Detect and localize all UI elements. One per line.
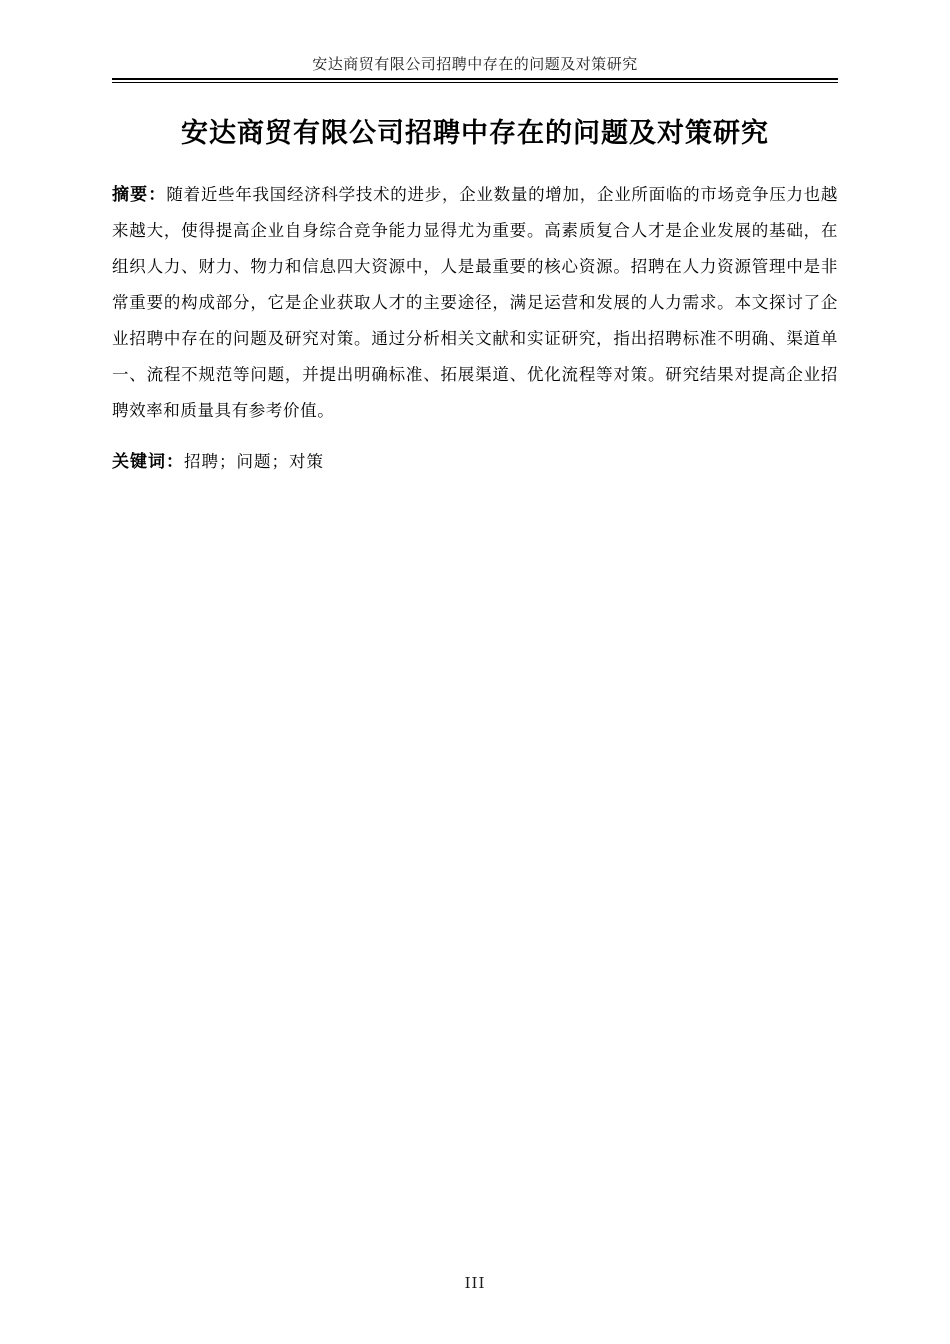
header-rule-thin — [112, 82, 838, 83]
abstract-label: 摘要： — [112, 184, 167, 205]
page-title: 安达商贸有限公司招聘中存在的问题及对策研究 — [181, 118, 769, 150]
keywords-paragraph — [112, 445, 838, 479]
abstract-section — [112, 160, 838, 496]
running-header — [112, 54, 838, 83]
abstract-paragraph — [112, 177, 838, 429]
page-footer — [112, 1273, 838, 1292]
running-header-text: 安达商贸有限公司招聘中存在的问题及对策研究 — [312, 55, 638, 73]
keywords-label: 关键词： — [112, 452, 184, 472]
keywords-text: 招聘；问题；对策 — [184, 452, 324, 471]
abstract-text: 随着近些年我国经济科学技术的进步，企业数量的增加，企业所面临的市场竞争压力也越来越大，使得提高企业自身综合竞争能力显得尤为重要。高素质复合人才是企业发展的基础，在组织人力、财力、物力和信息四大资源中，人是最重要的核心资源。招聘在人力资源管理中是非常重要的构成部分，它是企业获取人才的主要途径，满足运营和发展的人力需求。本文探讨了企业招聘中存在的问题及研究对策。通过分析相关文献和实证研究，指出招聘标准不明确、渠道单一、流程不规范等问题，并提出明确标准、拓展渠道、优化流程等对策。研究结果对提高企业招聘效率和质量具有参考价值。 — [112, 184, 838, 420]
header-rule-thick — [112, 78, 838, 80]
page-number: III — [464, 1274, 486, 1292]
